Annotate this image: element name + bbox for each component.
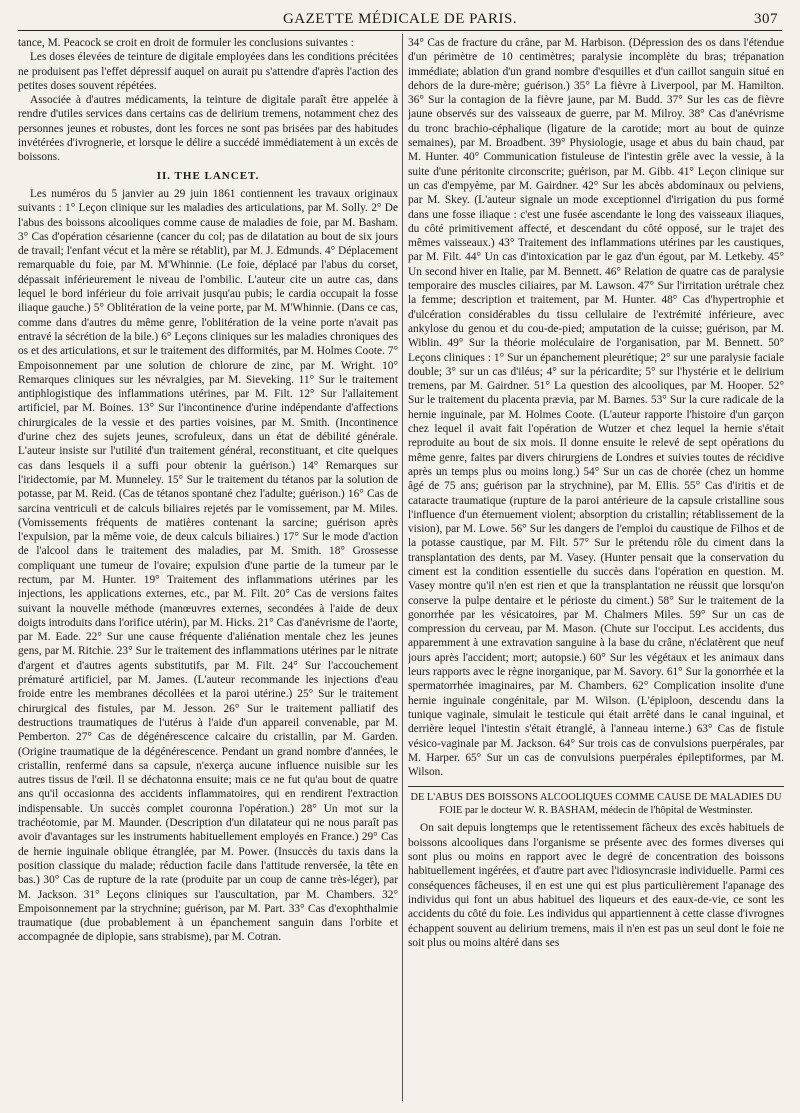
page-header <box>18 8 782 31</box>
paragraph: 34° Cas de fracture du crâne, par M. Harbison. (Dépression des os dans l'étendue d'un périmètre de 10 centimètres; paralysie incomplète du bras; trépanation immédiate; ablation d'un grand nombre d'esquilles et d'un caillot sanguin situé en dehors de la dure-mère; guérison.) 35° La fièvre à Liverpool, par M. Hamilton. 36° Sur la contagion de la fièvre jaune, par M. Budd. 37° Sur les cas de fièvre jaune observés sur des vaisseaux de guerre, par M. Milroy. 38° Cas d'anévrisme du tronc brachio-céphalique (ligature de la carotide; mort au bout de quinze semaines), par M. Broadbent. 39° Physiologie, usage et abus du bain chaud, par M. Hunter. 40° Communication fistuleuse de l'intestin grêle avec la vessie, à la suite d'une péritonite circonscrite; guérison, par M. Gibb. 41° Leçon clinique sur un cas d'empyème, par M. Gairdner. 42° Sur les abcès abdominaux ou pelviens, par M. Skey. (L'auteur signale un mode exceptionnel d'irrigation du pus formé dans une fosse iliaque : c'est une fusée ascendante le long des vaisseaux iliaques, du côté primitivement affecté, et descendant du côté opposé, sur le trajet des mêmes vaisseaux.) 43° Traitement des inflammations utérines par les caustiques, par M. Filt. 44° Un cas d'intoxication par le gaz d'un égout, par M. Letkeby. 45° Un second hiver en Italie, par M. Bennett. 46° Relation de quatre cas de paralysie temporaire des muscles ciliaires, par M. Lawson. 47° Sur l'irritation urétrale chez la femme; description et traitement, par M. Hunter. 48° Cas d'hypertrophie et d'ulcération considérables du tissu cellulaire de l'extrémité inférieure, avec ankylose du genou et du cou-de-pied; amputation de la cuisse; guérison, par M. Wiblin. 49° Sur la théorie moléculaire de l'organisation, par M. Bennett. 50° Leçons cliniques : 1° Sur un épanchement pleurétique; 2° sur une paralysie faciale double; 3° sur un cas d'iléus; 4° sur la péricardite; 5° sur l'hystérie et le delirium tremens, par M. Gairdner. 51° La question des alcooliques, par M. Hooper. 52° Sur le traitement du placenta prævia, par M. Barnes. 53° Sur la cure radicale de la hernie inguinale, par M. Holmes Coote. (L'auteur rapporte l'histoire d'un garçon chez lequel il avait fait l'opération de Wutzer et chez lequel la hernie s'était reproduite au bout de six mois. Il donne ensuite le relevé de sept opérations du même genre, faites par divers chirurgiens de Londres et suivies toutes de récidive après un temps plus ou moins long.) 54° Sur un cas de chorée (chez un homme âgé de 75 ans; guérison par la strychnine), par M. Ellis. 55° Cas d'iritis et de cataracte traumatique (rupture de la paroi antérieure de la capsule cristalline sous l'influence d'un éternuement violent; absorption du cristallin; rétablissement de la vision), par M. Lowe. 56° Sur les dangers de l'emploi du caustique de Filhos et de la potasse caustique, par M. Filt. 57° Sur le prétendu rôle du ciment dans la transplantation des dents, par M. Vasey. (Hunter pensait que la conservation du ciment est la condition essentielle du succès dans l'opération en question. M. Vasey montre qu'il n'en est rien et que la transplantation ne réussit que lorsqu'on conserve la pulpe dentaire et le périoste du ciment.) 58° Sur le traitement de la gonorrhée par les vésicatoires, par M. Chalmers Miles. 59° Sur un cas de compression du cerveau, par M. Mason. (Chute sur l'occiput. Les accidents, dus apparemment à une extravation sanguine à la base du crâne, n'éclatèrent que neuf jours après l'accident; mort; autopsie.) 60° Sur les végétaux et les animaux dans leurs rapports avec le règne inorganique, par M. Savory. 61° Sur la gonorrhée et la spermatorrhée imaginaires, par M. Chambers. 62° Complication insolite d'une hernie inguinale congénitale, par M. Wilson. (L'épiploon, descendu dans la tunique vaginale, simulait le testicule qui était arrêté dans le canal inguinal, et derrière lequel l'intestin s'était étranglé, à l'anneau interne.) 63° Cas de fistule vésico-vaginale par M. Jackson. 64° Sur trois cas de convulsions puerpérales, par M. Harper. 65° Sur un cas de convulsions puerpérales épileptiformes, par M. Wilson. <box>408 37 784 779</box>
paragraph: tance, M. Peacock se croit en droit de formuler les conclusions suivantes : <box>18 37 354 49</box>
page-title: GAZETTE MÉDICALE DE PARIS. <box>282 10 518 27</box>
paragraph: On sait depuis longtemps que le retentissement fâcheux des excès habituels de boissons alcooliques dans l'organisme se présente avec des formes diverses qui sont plus ou moins en rapport avec le degré de concentration des boissons habituellement ingérées, et d'autre part avec l'idiosyncrasie individuelle. Parmi ces conséquences fâcheuses, il en est une qui est plus particulièrement l'apanage des individus qui font un abus habituel des liqueurs et des eaux-de-vie, ce sont les accidents du côté du foie. Les individus qui appartiennent à cette classe d'ivrognes échappent souvent au delirium tremens, mais il n'en est pas un seul dont le foie ne soit plus ou moins altéré dans ses <box>408 822 784 949</box>
paragraph: Associée à d'autres médicaments, la teinture de digitale paraît être appelée à rendre d'utiles services dans certains cas de delirium tremens, notamment chez des personnes jeunes et robustes, dont les forces ne sont pas brisées par des habitudes invétérées d'ivrognerie, et lorsque le délire a succédé immédiatement à un excès de boissons. <box>18 94 398 164</box>
paragraph: Les numéros du 5 janvier au 29 juin 1861 contiennent les travaux originaux suivants : 1° Leçon clinique sur les maladies des articulations, par M. Solly. 2° De l'abus des boissons alcooliques comme cause de maladies de foie, par M. Basham. 3° Cas d'opération césarienne (cancer du col; pas de dilatation au bout de six jours de travail; l'enfant vécut et la mère se rétablit), par M. J. Edmunds. 4° Déplacement remarquable du foie, par M. M'Whinnie. (Le foie, déplacé par l'abus du corset, dépassait inférieurement le niveau de l'ombilic. L'auteur cite un autre cas, dans lequel le bord inférieur du foie arrivait jusqu'au pubis; le cardia occupait la fosse iliaque gauche.) 5° Oblitération de la veine porte, par M. M'Whinnie. (Dans ce cas, comme dans d'autres du même genre, l'oblitération de la veine porte n'avait pas entravé la sécrétion de la bile.) 6° Leçons cliniques sur les maladies chroniques des os et des articulations, et sur le traitement des difformités, par M. Holmes Coote. 7° Empoisonnement par une solution de chlorure de zinc, par M. Wright. 10° Remarques cliniques sur les névralgies, par M. Sieveking. 11° Sur le traitement antiphlogistique des inflammations utérines, par M. Filt. 12° Sur l'allaitement artificiel, par M. Boines. 13° Sur l'incontinence d'urine indépendante d'affections chirurgicales de la vessie et des parties voisines, par M. Smith. (Incontinence d'urine chez des sujets jeunes, scrofuleux, dans un état de débilité générale. L'auteur insiste sur l'utilité d'un traitement général, reconstituant, et cite quelques cas dans lesquels il a suffi pour obtenir la guérison.) 14° Remarques sur l'iridectomie, par M. Munneley. 15° Sur le traitement du tétanos par la solution de potasse, par M. Reid. (Cas de tétanos spontané chez l'adulte; guérison.) 16° Cas de sarcina ventriculi et de calculs biliaires rejetés par le vomissement, par M. Miles. (Vomissements fréquents de matières contenant la sarcine; guérison après l'expulsion, par la même voie, de deux calculs biliaires.) 17° Sur le mode d'action de l'alcool dans le traitement des maladies, par M. Smith. 18° Grossesse compliquant une tumeur de l'ovaire; expulsion d'une partie de la tumeur par le rectum, par M. Hunter. 19° Traitement des inflammations utérines par les injections, les applications externes, etc., par M. Filt. 20° Cas de versions faites suivant la nouvelle méthode (manœuvres externes, secondées à l'aide de deux doigts introduits dans l'orifice utérin), par M. Hicks. 21° Cas d'anévrisme de l'aorte, par M. Eade. 22° Sur une cause fréquente d'aliénation mentale chez les jeunes gens, par M. Ritchie. 23° Sur le traitement des inflammations utérines par le nitrate d'argent et d'autres agents substitutifs, par M. Filt. 24° Sur l'accouchement prématuré artificiel, par M. James. (L'auteur recommande les injections d'eau froide entre les membranes décollées et la paroi utérine.) 25° Sur le traitement chirurgical des fistules, par M. Jesson. 26° Sur le traitement palliatif des destructions traumatiques de l'utérus à l'aide d'un appareil convenable, par M. Pemberton. 27° Cas de dégénérescence calcaire du cristallin, par M. Garden. (Origine traumatique de la dégénérescence. Pendant un grand nombre d'années, le cristallin, renfermé dans sa capsule, n'exerça aucune influence nuisible sur les autres tissus de l'œil. Il se déchatonna ensuite; mais ce ne fut qu'au bout de quatre ans qu'il occasionna des accidents inflammatoires, qui en rendirent l'extraction indispensable. Un succès complet couronna l'opération.) 28° Un mot sur la trachéotomie, par M. Maunder. (Description d'un dilatateur qui ne nous paraît pas avoir d'avantages sur les instruments habituellement employés en France.) 29° Cas de hernie inguinale oblique étranglée, par M. Power. (Insuccès du taxis dans la position classique du malade; réduction facile dans l'attitude renversée, la tête en bas.) 30° Cas de rupture de la rate (produite par un coup de canne très-léger), par M. Jackson. 31° Leçons cliniques sur l'auscultation, par M. Chambers. 32° Empoisonnement par la strychnine; guérison, par M. Part. 33° Cas d'exophthalmie traumatique (due probablement à un épanchement sanguin dans l'orbite et accompagnée de diplopie, sans strabisme), par M. Cotran. <box>18 187 398 944</box>
left-column <box>18 36 398 1103</box>
column-divider <box>402 34 403 1101</box>
right-column <box>408 36 784 1103</box>
section-title: II. THE LANCET. <box>156 169 260 182</box>
page-number: 307 <box>754 10 778 27</box>
paragraph: Les doses élevées de teinture de digitale employées dans les conditions précitées ne produisent pas l'effet dépressif auquel on aurait pu s'attendre d'après l'action des petites doses souvent répétées. <box>18 51 398 92</box>
article-title: DE L'ABUS DES BOISSONS ALCOOLIQUES COMME CAUSE DE MALADIES DU FOIE par le docteur W. R. BASHAM, médecin de l'hôpital de Westminster. <box>408 786 784 817</box>
